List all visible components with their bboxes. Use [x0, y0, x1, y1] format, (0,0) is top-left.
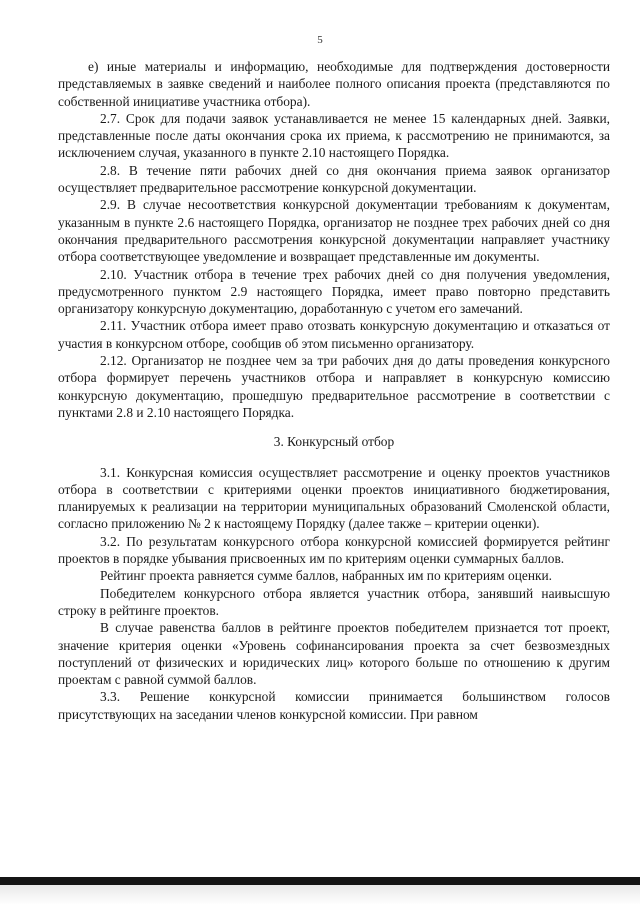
section-title: 3. Конкурсный отбор [273, 434, 395, 450]
paragraph-3-2: 3.2. По результатам конкурсного отбора конкурсной комиссией формируется рейтинг проектов в порядке убывания присвоенных им по критериям оценки суммарных баллов. [58, 533, 610, 567]
page-number: 5 [317, 34, 323, 46]
paragraph-2-6e: е) иные материалы и информацию, необходимые для подтверждения достоверности представляемых в заявке сведений и наиболее полного описания проекта (представляются по собственной инициативе участника отбора). [58, 59, 610, 109]
paragraph-rating: Рейтинг проекта равняется сумме баллов, набранных им по критериям оценки. [100, 568, 552, 584]
paragraph-2-12: 2.12. Организатор не позднее чем за три рабочих дня до даты проведения конкурсного отбора формирует перечень участников отбора и направляет в конкурсную комиссию конкурсную документацию, прошедшую предварительное рассмотрение в соответствии с пунктами 2.8 и 2.10 настоящего Порядка. [58, 353, 610, 420]
paragraph-3-1: 3.1. Конкурсная комиссия осуществляет рассмотрение и оценку проектов участников отбора в соответствии с критериями оценки проектов инициативного бюджетирования, планируемых к реализации на территории муниципальных образований Смоленской области, согласно приложению № 2 к настоящему Порядку (далее также – критерии оценки). [58, 464, 610, 532]
paragraph-2-9: 2.9. В случае несоответствия конкурсной документации требованиям к документам, указанным в пункте 2.6 настоящего Порядка, организатор не позднее трех рабочих дней со дня окончания предварительного рассмотрения конкурсной документации направляет участнику отбора соответствующее уведомление и возвращает представленные им документы. [58, 197, 610, 265]
paragraph-tie: В случае равенства баллов в рейтинге проектов победителем признается тот проект, значение критерия оценки «Уровень софинансирования проекта за счет безвозмездных поступлений от физических и юридических лиц» которого больше по отношению к другим проектам с равной суммой баллов. [58, 620, 610, 688]
paragraph-2-11: 2.11. Участник отбора имеет право отозвать конкурсную документацию и отказаться от участия в конкурсном отборе, сообщив об этом письменно организатору. [58, 318, 610, 351]
paragraph-2-8: 2.8. В течение пяти рабочих дней со дня окончания приема заявок организатор осуществляет предварительное рассмотрение конкурсной документации. [58, 162, 610, 196]
paragraph-2-7: 2.7. Срок для подачи заявок устанавливается не менее 15 календарных дней. Заявки, представленные после даты окончания срока их приема, к рассмотрению не принимаются, за исключением случая, указанного в пункте 2.10 настоящего Порядка. [58, 110, 610, 161]
paragraph-winner: Победителем конкурсного отбора является участник отбора, занявший наивысшую строку в рейтинге проектов. [58, 585, 610, 618]
scan-edge-bar [0, 877, 640, 885]
paragraph-2-10: 2.10. Участник отбора в течение трех рабочих дней со дня получения уведомления, предусмотренного пунктом 2.9 настоящего Порядка, имеет право повторно представить организатору конкурсную документацию, доработанную с учетом его замечаний. [58, 266, 610, 317]
document-body [58, 58, 610, 723]
scan-edge-shade [0, 885, 640, 905]
paragraph-3-3: 3.3. Решение конкурсной комиссии принимается большинством голосов присутствующих на заседании членов конкурсной комиссии. При равном [58, 689, 610, 722]
